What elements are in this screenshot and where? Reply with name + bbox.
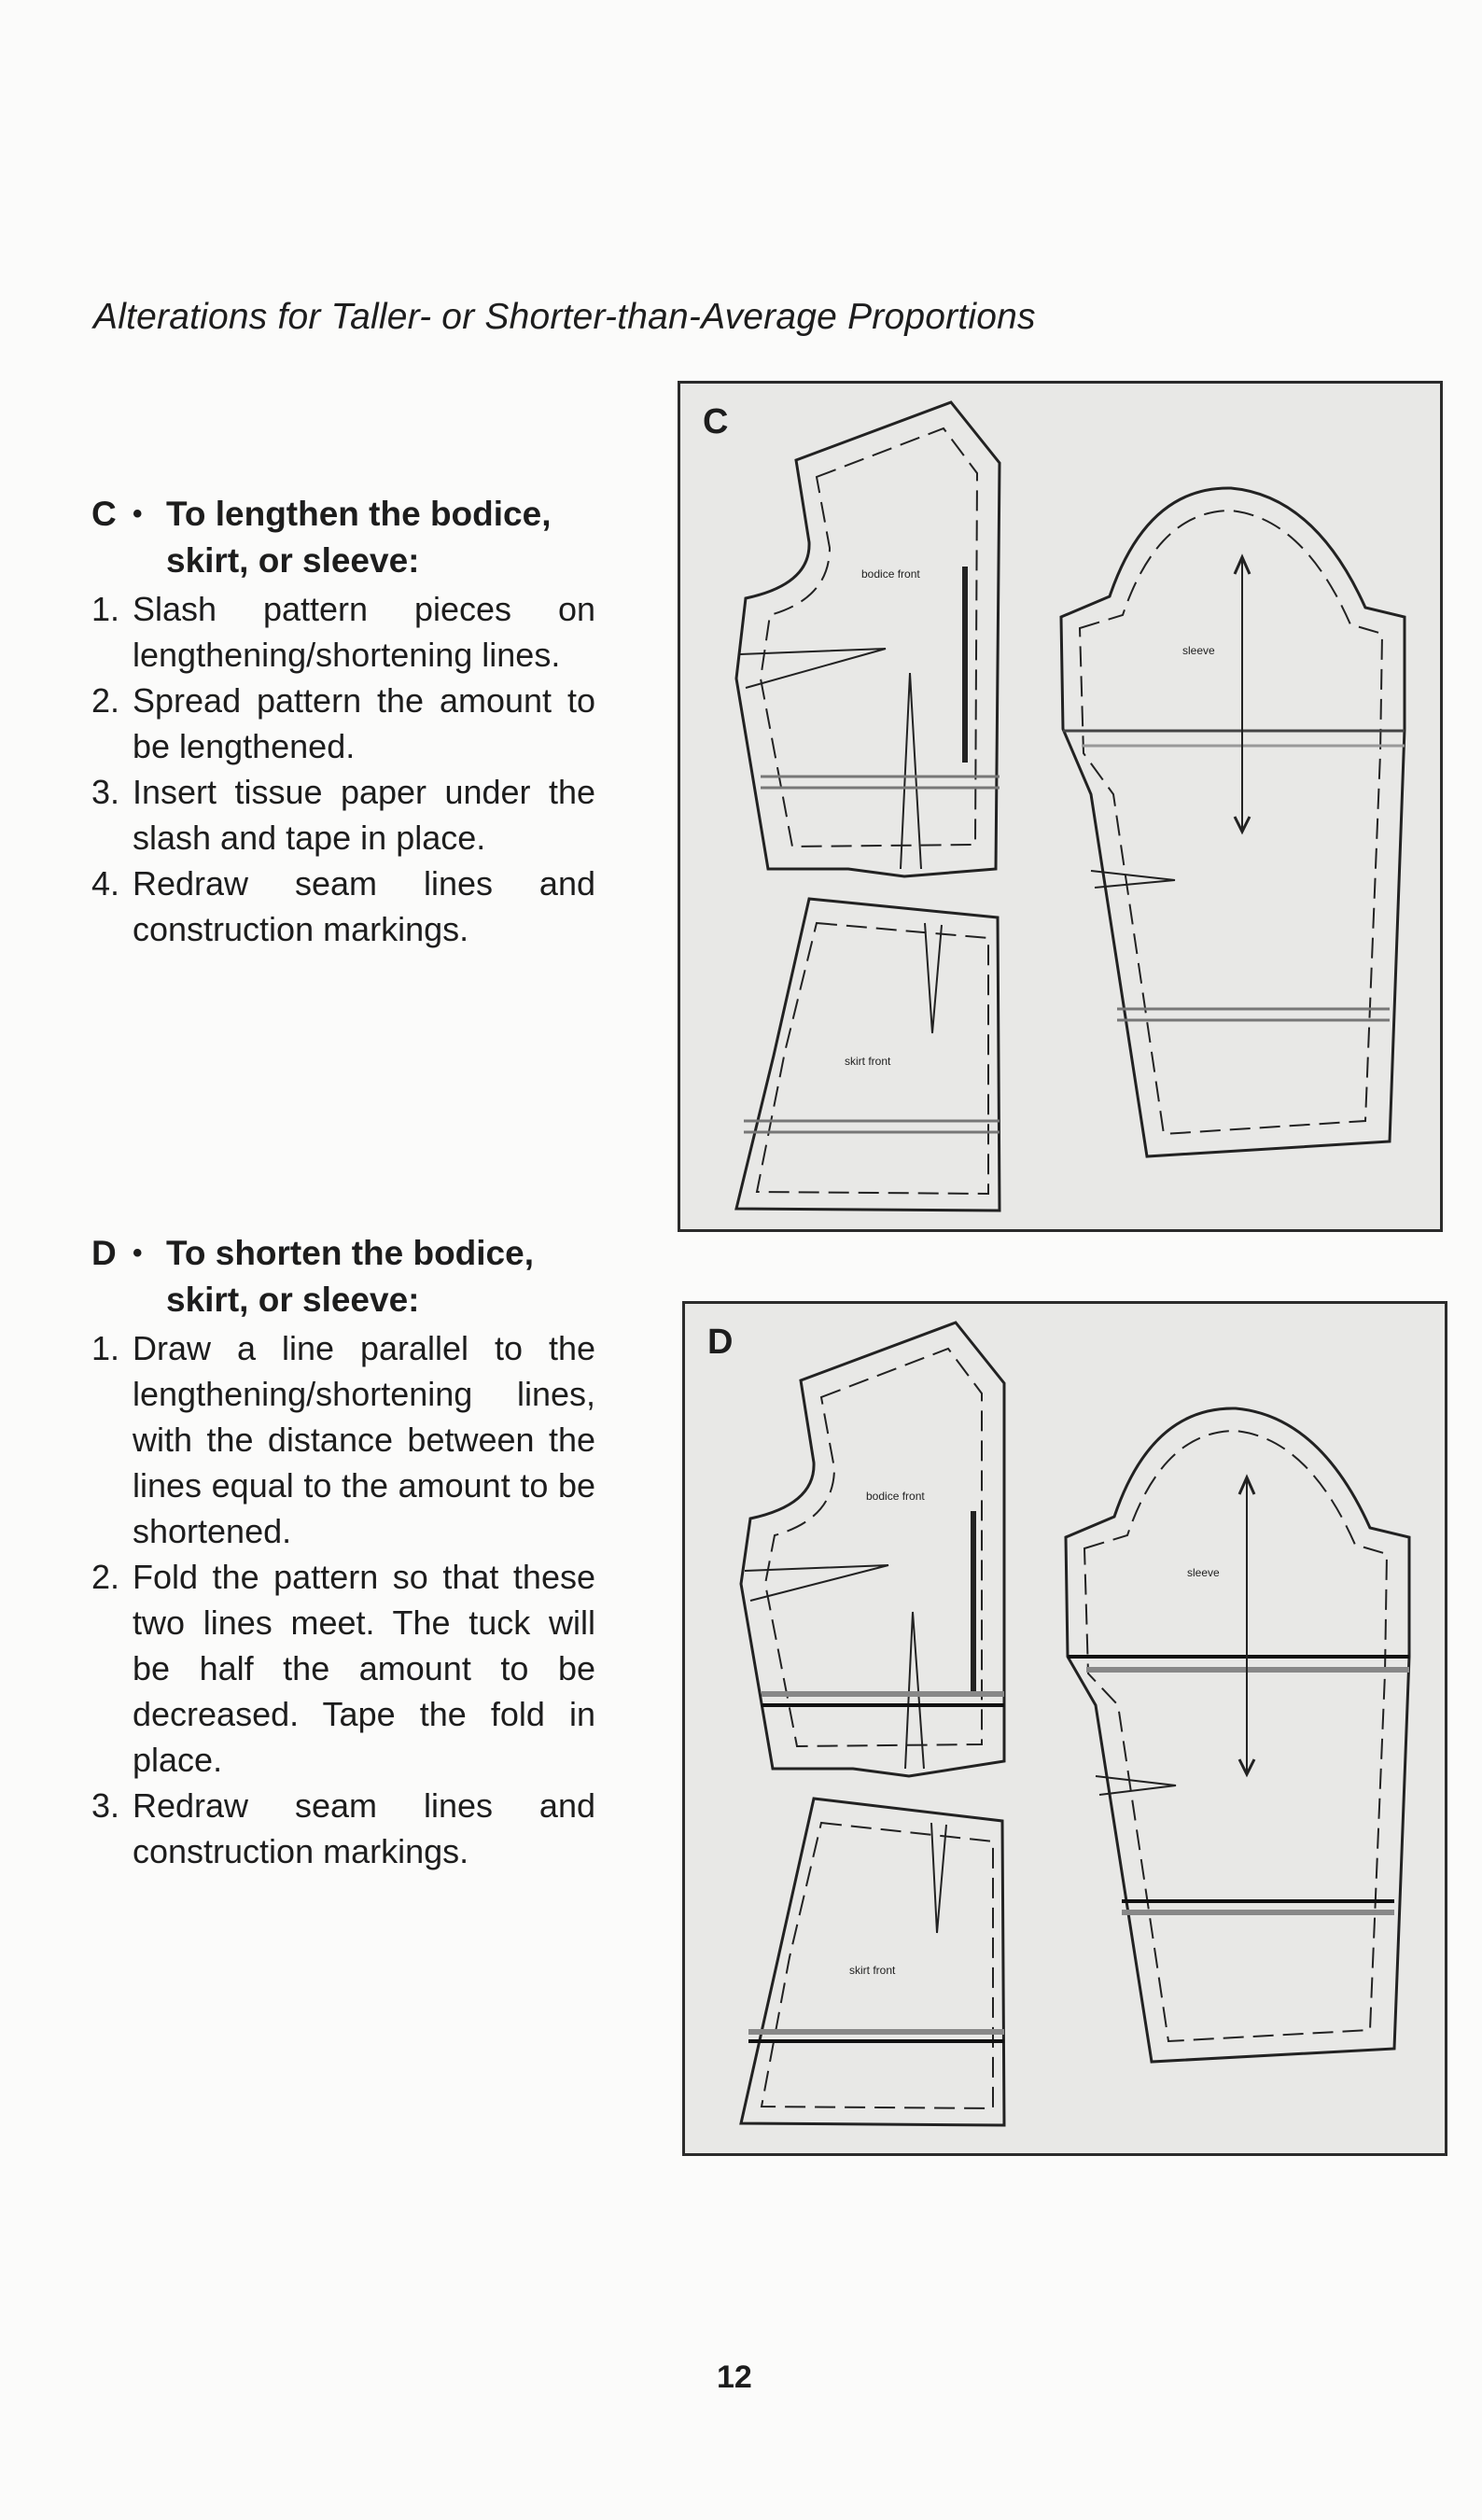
- bodice-label: bodice front: [861, 567, 920, 581]
- figure-lengthen: [678, 381, 1443, 1232]
- section-lengthen: [91, 491, 595, 952]
- step-number: 3.: [91, 773, 120, 811]
- figure-shorten: [682, 1301, 1447, 2156]
- pattern-diagram: [685, 1304, 1445, 2153]
- step-number: 2.: [91, 681, 120, 720]
- skirt-dart: [931, 1823, 946, 1933]
- page-heading: Alterations for Taller- or Shorter-than-Average Proportions: [93, 297, 1036, 337]
- step-number: 3.: [91, 1786, 120, 1825]
- sleeve-outline: [1061, 488, 1405, 1156]
- section-letter: D: [91, 1234, 117, 1272]
- skirt-dart: [925, 923, 942, 1033]
- section-title: [91, 491, 595, 584]
- bodice-outline: [741, 1323, 1004, 1776]
- bullet-icon: •: [133, 498, 143, 529]
- step-text: Redraw seam lines and construction markings.: [133, 864, 595, 948]
- step-text: Draw a line parallel to the lengthening/shortening lines, with the distance between the lines equal to the amount to be shortened.: [133, 1329, 595, 1550]
- list-item: [91, 1554, 595, 1783]
- step-number: 1.: [91, 1329, 120, 1367]
- step-text: Insert tissue paper under the slash and tape in place.: [133, 773, 595, 857]
- steps-list: [91, 586, 595, 952]
- sleeve-label: sleeve: [1187, 1566, 1220, 1579]
- skirt-label: skirt front: [849, 1964, 896, 1977]
- bullet-icon: •: [133, 1238, 143, 1268]
- bodice-label: bodice front: [866, 1490, 925, 1503]
- step-text: Redraw seam lines and construction markings.: [133, 1786, 595, 1870]
- step-text: Spread pattern the amount to be lengthened.: [133, 681, 595, 765]
- page-number: 12: [717, 2359, 752, 2395]
- step-number: 4.: [91, 864, 120, 903]
- grain-line: [971, 1511, 976, 1694]
- section-title: [91, 1230, 595, 1323]
- bodice-seam: [765, 1349, 982, 1746]
- step-text: Slash pattern pieces on lengthening/shortening lines.: [133, 590, 595, 674]
- sleeve-seam: [1084, 1431, 1387, 2041]
- list-item: [91, 861, 595, 952]
- skirt-outline: [741, 1799, 1004, 2125]
- list-item: [91, 769, 595, 861]
- pattern-diagram: [680, 384, 1440, 1229]
- list-item: [91, 1325, 595, 1554]
- sleeve-label: sleeve: [1182, 644, 1215, 657]
- steps-list: [91, 1325, 595, 1874]
- bodice-dart: [745, 1565, 888, 1601]
- bodice-seam: [761, 428, 977, 847]
- skirt-label: skirt front: [845, 1055, 891, 1068]
- sleeve-seam: [1080, 511, 1382, 1134]
- step-number: 1.: [91, 590, 120, 628]
- list-item: [91, 678, 595, 769]
- figure-letter: C: [703, 402, 729, 441]
- bodice-outline: [736, 402, 1000, 876]
- waist-dart: [901, 673, 921, 869]
- step-text: Fold the pattern so that these two lines meet. The tuck will be half the amount to be decreased. Tape the fold in place.: [133, 1558, 595, 1779]
- list-item: [91, 1783, 595, 1874]
- section-letter: C: [91, 495, 117, 533]
- sleeve-outline: [1066, 1408, 1409, 2062]
- step-number: 2.: [91, 1558, 120, 1596]
- section-title-text: To shorten the bodice, skirt, or sleeve:: [166, 1234, 534, 1319]
- section-shorten: [91, 1230, 595, 1874]
- section-title-text: To lengthen the bodice, skirt, or sleeve:: [166, 495, 552, 580]
- list-item: [91, 586, 595, 678]
- figure-letter: D: [707, 1323, 734, 1362]
- grain-line: [962, 567, 968, 763]
